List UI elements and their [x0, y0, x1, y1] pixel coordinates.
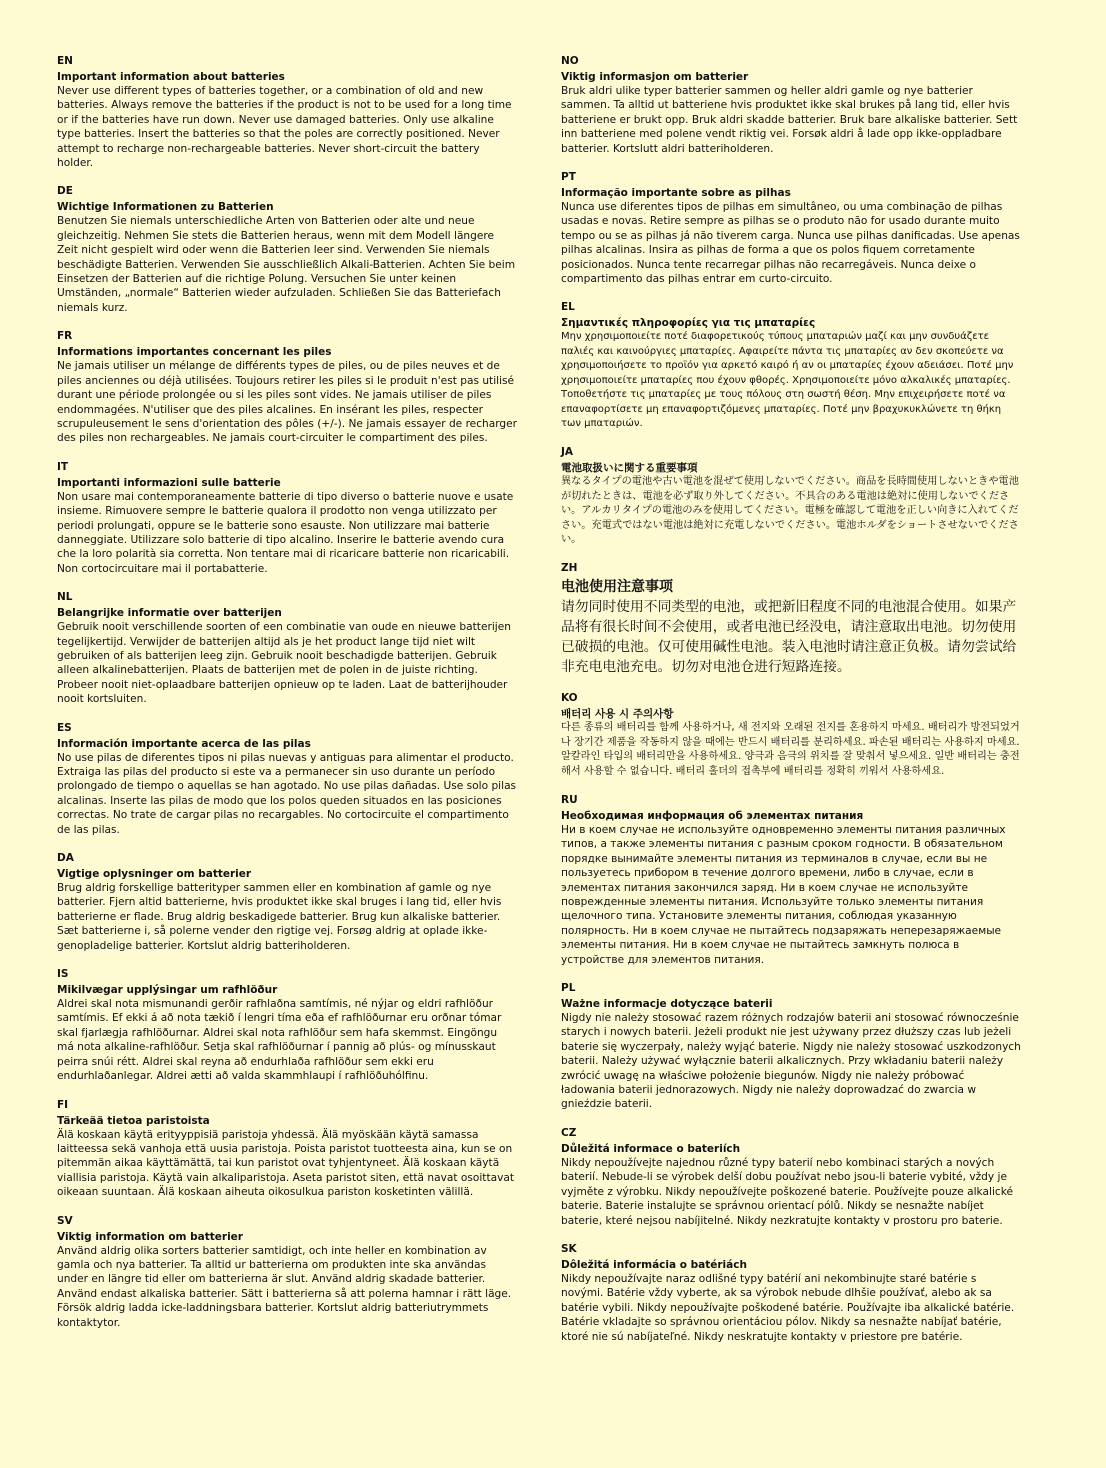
section-body: Nikdy nepoužívajte naraz odlišné typy batérií ani nekombinujte staré batérie s novými. Batérie vždy vyberte, ak sa výrobok nebude dlhšie používať, alebo ak sa batérie vybili. Nikdy nepoužívajte poškodené batérie. Používajte iba alkalické batérie. Batérie vkladajte so správnou orientáciou pólov. Nikdy sa nesnažte nabíjať batérie, ktoré nie sú nabíjateľné. Nikdy neskratujte kontakty v priestore pre batérie. [561, 1272, 1015, 1343]
language-code: IT [57, 460, 69, 473]
language-code: FR [57, 330, 73, 343]
section-ko [561, 692, 1021, 779]
section-is [57, 968, 517, 1083]
section-body: No use pilas de diferentes tipos ni pilas nuevas y antiguas para alimentar el producto. Extraiga las pilas del producto si este va a permanecer sin uso durante un período prolongado de tiempo o aquellas se han agotado. No use pilas dañadas. Use solo pilas alcalinas. Inserte las pilas de modo que los polos queden situados en las posiciones correctas. No trate de cargar pilas no recargables. No cortocircuite el compartimento de las pilas. [57, 751, 517, 836]
section-el [561, 301, 1021, 431]
language-code: ZH [561, 562, 578, 575]
section-title: Σημαντικές πληροφορίες για τις μπαταρίες [561, 317, 816, 330]
section-body: 다른 종류의 배터리를 함께 사용하거나, 새 전지와 오래된 전지를 혼용하지 마세요. 배터리가 방전되었거나 장기간 제품을 작동하지 않을 때에는 반드시 배터리를 분리하세요. 파손된 배터리는 사용하지 마세요. 알칼라인 타입의 배터리만을 사용하세요. 양극과 음극의 위치를 잘 맞춰서 넣으세요. 일반 배터리는 충전해서 사용할 수 없습니다. 배터리 홀더의 접촉부에 배터리를 정확히 끼워서 사용하세요. [561, 722, 1020, 777]
section-body: Ne jamais utiliser un mélange de différents types de piles, ou de piles neuves et de piles anciennes ou déjà utilisées. Toujours retirer les piles si le produit n'est pas utilisé durant une période prolongée ou si les piles sont vides. Ne jamais utiliser de piles endommagées. N'utiliser que des piles alcalines. En insérant les piles, respecter scrupuleusement le sens d'orientation des pôles (+/-). Ne jamais essayer de recharger des piles non rechargeables. Ne jamais court-circuiter le compartiment des piles. [57, 360, 518, 445]
section-no [561, 55, 1021, 156]
language-code: PL [561, 982, 576, 995]
section-body: Älä koskaan käytä erityyppisiä paristoja yhdessä. Älä myöskään käytä samassa laitteessa sekä vanhoja että uusia paristoja. Poista paristot tuotteesta aina, kun se on pitemmän aikaa käyttämättä, tai kun paristot ovat tyhjentyneet. Älä koskaan käytä viallisia paristoja. Käytä vain alkaliparistoja. Aseta paristot siten, että navat osoittavat oikeaan suuntaan. Älä koskaan aiheuta oikosulkua pariston kosketinten välillä. [57, 1128, 515, 1199]
section-body: Bruk aldri ulike typer batterier sammen og heller aldri gamle og nye batterier sammen. Ta alltid ut batteriene hvis produktet ikke skal brukes på lang tid, eller hvis batteriene er brukt opp. Bruk aldri skadde batterier. Bruk bare alkaliske batterier. Sett inn batteriene med polene vendt riktig vei. Forsøk aldri å lade opp ikke-oppladbare batterier. Kortslutt aldri batteriholderen. [561, 85, 1018, 155]
section-title: Viktig information om batterier [57, 1230, 243, 1243]
section-ru [561, 794, 1021, 967]
language-code: EN [57, 55, 73, 67]
language-code: NL [57, 591, 73, 604]
section-body: Gebruik nooit verschillende soorten of een combinatie van oude en nieuwe batterijen tegelijkertijd. Verwijder de batterijen altijd als je het product lange tijd niet wilt gebruiken of als batterijen leeg zijn. Gebruik nooit beschadigde batterijen. Gebruik alleen alkalinebatterijen. Plaats de batterijen met de polen in de juiste richting. Probeer nooit niet-oplaadbare batterijen opnieuw op te laden. Laat de batterijhouder nooit kortsluiten. [57, 621, 511, 706]
language-code: FI [57, 1098, 69, 1111]
language-code: IS [57, 968, 69, 981]
section-nl [57, 591, 517, 706]
section-title: Tärkeää tietoa paristoista [57, 1114, 210, 1127]
section-sk [561, 1243, 1021, 1344]
section-title: Información importante acerca de las pilas [57, 737, 311, 750]
section-body: Non usare mai contemporaneamente batterie di tipo diverso o batterie nuove e usate insieme. Rimuovere sempre le batterie qualora il prodotto non venga utilizzato per periodi prolungati, oppure se le batterie sono esauste. Non utilizzare mai batterie danneggiate. Utilizzare solo batterie di tipo alcalino. Inserire le batterie avendo cura che la loro polarità sia corretta. Non tentare mai di ricaricare batterie non ricaricabili. Non cortocircuitare mai il portabatterie. [57, 490, 514, 575]
section-ja [561, 446, 1021, 547]
language-code: RU [561, 793, 578, 806]
section-zh [561, 562, 1021, 677]
section-title: Important information about batteries [57, 71, 285, 83]
section-pl [561, 982, 1021, 1112]
section-body: Nikdy nepoužívejte najednou různé typy baterií nebo kombinaci starých a nových baterií. Nebude-li se výrobek delší dobu používat nebo jsou-li baterie vybité, vždy je vyjměte z výrobku. Nikdy nepoužívejte poškozené baterie. Používejte pouze alkalické baterie. Baterie instalujte se správnou orientací pólů. Nikdy se nesnažte nabíjet baterie, které nejsou nabíjitelné. Nikdy nezkratujte kontakty v prostoru pro baterie. [561, 1156, 1013, 1227]
language-code: JA [561, 446, 574, 459]
section-body: Nigdy nie należy stosować razem różnych rodzajów baterii ani stosować równocześnie starych i nowych baterii. Jeżeli produkt nie jest używany przez dłuższy czas lub jeżeli baterie się wyczerpały, należy wyjąć baterie. Nigdy nie należy stosować uszkodzonych baterii. Należy używać wyłącznie baterii alkalicznych. Przy wkładaniu baterii należy zwrócić uwagę na właściwe położenie biegunów. Nigdy nie należy próbować ładowania baterii jednorazowych. Nigdy nie należy doprowadzać do zwarcia w gnieździe baterii. [561, 1012, 1021, 1111]
section-body: Använd aldrig olika sorters batterier samtidigt, och inte heller en kombination av gamla och nya batterier. Ta alltid ur batterierna om produkten inte ska användas under en längre tid eller om batterierna är slut. Använd aldrig skadade batterier. Använd endast alkaliska batterier. Sätt i batterierna så att polerna hamnar i rätt läge. Försök aldrig ladda icke-laddningsbara batterier. Kortslut aldrig batteriutrymmets kontaktytor. [57, 1244, 512, 1329]
section-da [57, 852, 517, 953]
section-title: Необходимая информация об элементах питания [561, 809, 864, 822]
language-code: ES [57, 721, 72, 734]
section-body: Aldrei skal nota mismunandi gerðir rafhlaðna samtímis, né nýjar og eldri rafhlöður samtímis. Ef ekki á að nota tækið í lengri tíma eða ef rafhlöðurnar eru orðnar tómar skal fjarlægja rafhlöðurnar. Aldrei skal nota rafhlöður sem hafa skemmst. Eingöngu má nota alkaline-rafhlöður. Setja skal rafhlöðurnar í pannig að plús- og mínusskaut peirra snúi rétt. Aldrei skal reyna að endurhlaða rafhlöður sem ekki eru endurhlaðanlegar. Aldrei ætti að valda skammhlaupi í rafhlöðuhólfinu. [57, 998, 502, 1083]
section-title: 電池取扱いに関する重要事項 [561, 462, 698, 475]
section-title: Importanti informazioni sulle batterie [57, 476, 281, 489]
language-code: EL [561, 301, 575, 314]
language-code: KO [561, 692, 578, 705]
section-es [57, 722, 517, 837]
section-fi [57, 1099, 517, 1200]
section-body: Μην χρησιμοποιείτε ποτέ διαφορετικούς τύπους μπαταριών μαζί και μην συνδυάζετε παλιές και καινούργιες μπαταρίες. Αφαιρείτε πάντα τις μπαταρίες αν δεν σκοπεύετε να χρησιμοποιήσετε το προϊόν για αρκετό καιρό ή αν οι μπαταρίες έχουν αδειάσει. Ποτέ μην χρησιμοποιείτε μπαταρίες που έχουν φθορές. Χρησιμοποιείτε μόνο αλκαλικές μπαταρίες. Τοποθετήστε τις μπαταρίες με τους πόλους στη σωστή θέση. Μην επιχειρήσετε ποτέ να επαναφορτίσετε μη επαναφορτιζόμενες μπαταρίες. Ποτέ μην βραχυκυκλώνετε τη θήκη των μπαταριών. [561, 331, 1014, 429]
section-title: Mikilvægar upplýsingar um rafhlöður [57, 984, 278, 997]
section-title: Informação importante sobre as pilhas [561, 187, 791, 200]
section-title: 배터리 사용 시 주의사항 [561, 708, 674, 721]
language-code: DE [57, 185, 73, 198]
section-title: Ważne informacje dotyczące baterii [561, 998, 773, 1011]
section-sv [57, 1215, 517, 1330]
section-body: 请勿同时使用不同类型的电池，或把新旧程度不同的电池混合使用。如果产品将有很长时间不会使用，或者电池已经没电，请注意取出电池。切勿使用已破损的电池。仅可使用碱性电池。装入电池时请注意正负极。请勿尝试给非充电电池充电。切勿对电池仓进行短路连接。 [561, 599, 1017, 676]
language-code: CZ [561, 1126, 577, 1139]
section-body: Benutzen Sie niemals unterschiedliche Arten von Batterien oder alte und neue gleichzeitig. Nehmen Sie stets die Batterien heraus, wenn mit dem Modell längere Zeit nicht gespielt wird oder wenn die Batterien leer sind. Verwenden Sie niemals beschädigte Batterien. Verwenden Sie ausschließlich Alkali-Batterien. Achten Sie beim Einsetzen der Batterien auf die richtige Polung. Versuchen Sie unter keinen Umständen, „normale“ Batterien wieder aufzuladen. Schließen Sie das Batteriefach niemals kurz. [57, 215, 516, 314]
language-code: NO [561, 55, 579, 67]
section-it [57, 461, 517, 576]
section-title: Belangrijke informatie over batterijen [57, 607, 282, 620]
section-cz [561, 1127, 1021, 1228]
section-body: Nunca use diferentes tipos de pilhas em simultâneo, ou uma combinação de pilhas usadas e novas. Retire sempre as pilhas se o produto não for usado durante muito tempo ou se as pilhas já não tiverem carga. Nunca use pilhas danificadas. Use apenas pilhas alcalinas. Insira as pilhas de forma a que os polos fiquem corretamente posicionados. Nunca tente recarregar pilhas não recarregáveis. Nunca deixe o compartimento das pilhas entrar em curto-circuito. [561, 201, 1020, 286]
section-title: Důležitá informace o bateriích [561, 1142, 741, 1155]
section-title: Wichtige Informationen zu Batterien [57, 201, 274, 214]
section-de [57, 185, 517, 315]
section-body: 異なるタイプの電池や古い電池を混ぜて使用しないでください。商品を長時間使用しないときや電池が切れたときは、電池を必ず取り外してください。不具合のある電池は絶対に使用しないでください。アルカリタイプの電池のみを使用してください。電極を確認して電池を正しい向きに入れてください。充電式ではない電池は絶対に充電しないでください。電池ホルダをショートさせないでください。 [561, 476, 1019, 545]
section-title: Viktig informasjon om batterier [561, 71, 749, 83]
right-column [561, 55, 1021, 1359]
language-code: SK [561, 1242, 577, 1255]
section-title: Informations importantes concernant les piles [57, 346, 332, 359]
section-en [57, 55, 517, 170]
section-title: Dôležitá informácia o batériách [561, 1258, 747, 1271]
language-code: DA [57, 852, 74, 865]
left-column [57, 55, 517, 1345]
section-title: 电池使用注意事项 [561, 579, 673, 596]
language-code: PT [561, 171, 576, 184]
section-body: Ни в коем случае не используйте одновременно элементы питания различных типов, а также элементы питания с разным сроком годности. В обязательном порядке вынимайте элементы питания из терминалов в случае, если вы не пользуетесь прибором в течение долгого времени, либо в случае, если в элементах питания закончился заряд. Ни в коем случае не используйте поврежденные элементы питания. Используйте только элементы питания щелочного типа. Установите элементы питания, соблюдая указанную полярность. Ни в коем случае не пытайтесь подзаряжать неперезаряжаемые элементы питания. Ни в коем случае не пытайтесь замкнуть полюса в устройстве для элементов питания. [561, 823, 1006, 966]
section-pt [561, 171, 1021, 286]
section-body: Brug aldrig forskellige batterityper sammen eller en kombination af gamle og nye batterier. Fjern altid batterierne, hvis produktet ikke skal bruges i lang tid, eller hvis batterierne er flade. Brug aldrig beskadigede batterier. Brug kun alkaliske batterier. Sæt batterierne i, så polerne vender den rigtige vej. Forsøg aldrig at oplade ikke-genopladelige batterier. Kortslut aldrig batteriholderen. [57, 882, 502, 952]
section-body: Never use different types of batteries together, or a combination of old and new batteries. Always remove the batteries if the product is not to be used for a long time or if the batteries have run down. Never use damaged batteries. Only use alkaline type batteries. Insert the batteries so that the poles are correctly positioned. Never attempt to recharge non-rechargeable batteries. Never short-circuit the battery holder. [57, 85, 512, 170]
language-code: SV [57, 1214, 73, 1227]
section-title: Vigtige oplysninger om batterier [57, 868, 252, 881]
section-fr [57, 330, 517, 445]
